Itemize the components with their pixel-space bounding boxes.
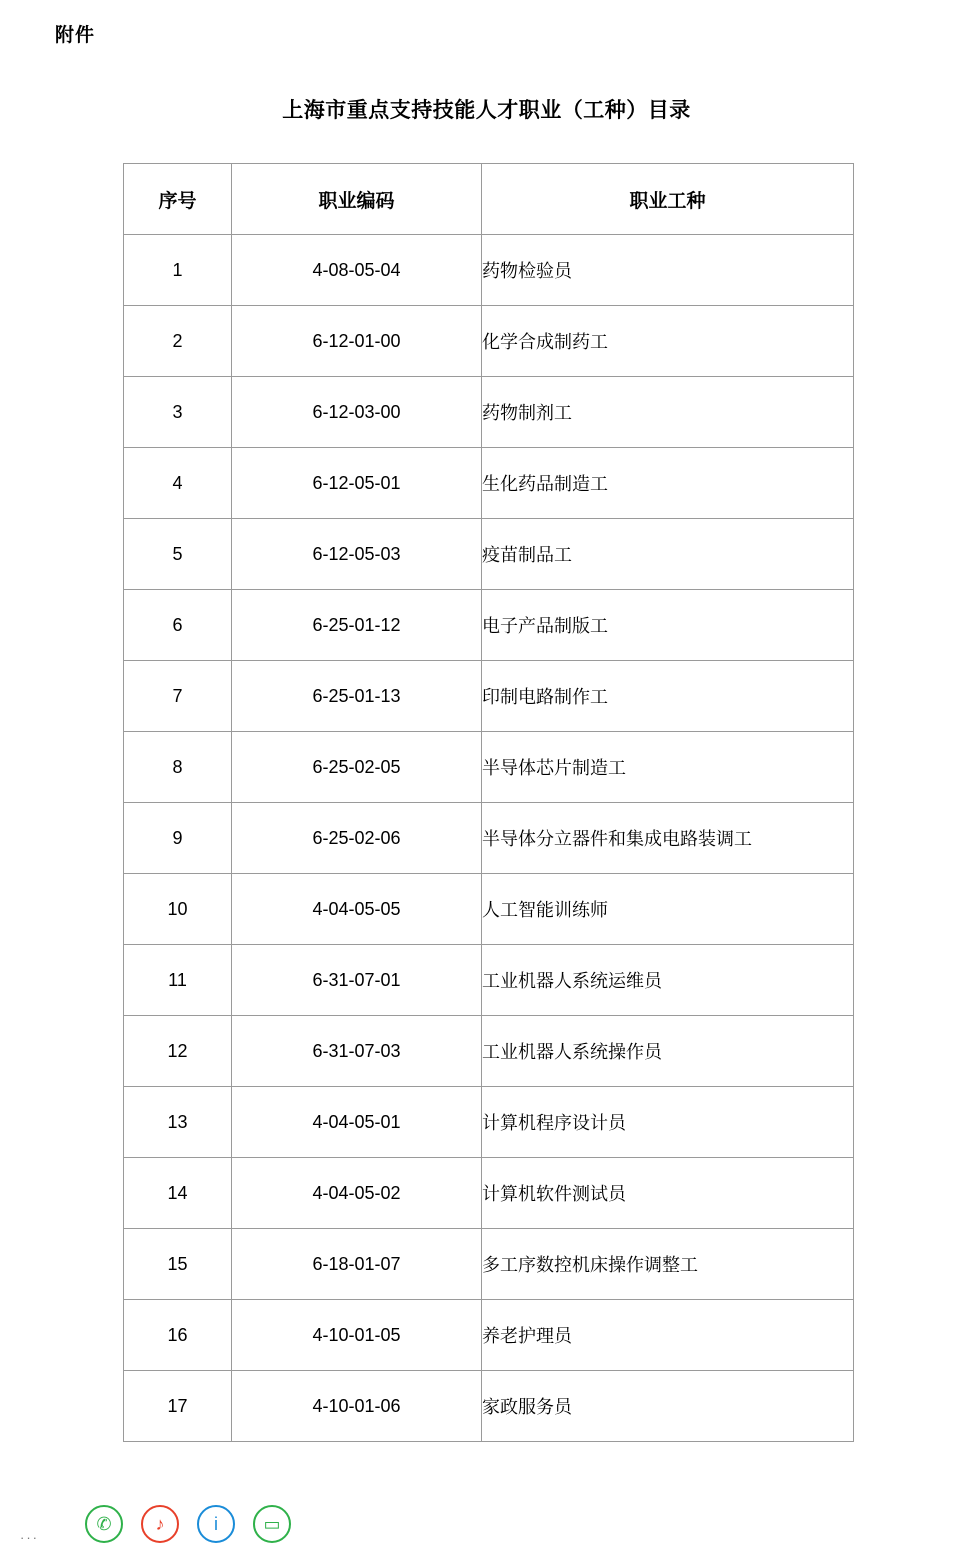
cell-code: 4-10-01-05	[232, 1300, 482, 1371]
catalog-table	[123, 163, 854, 1442]
cell-code: 6-12-05-01	[232, 448, 482, 519]
cell-index: 12	[124, 1016, 232, 1087]
table-row	[124, 1300, 854, 1371]
cell-code: 6-18-01-07	[232, 1229, 482, 1300]
table-row	[124, 803, 854, 874]
bottom-action-bar	[85, 1505, 291, 1543]
cell-index: 16	[124, 1300, 232, 1371]
cell-index: 3	[124, 377, 232, 448]
table-row	[124, 945, 854, 1016]
cell-index: 7	[124, 661, 232, 732]
cell-name: 多工序数控机床操作调整工	[482, 1229, 854, 1300]
cell-index: 8	[124, 732, 232, 803]
table-row	[124, 1371, 854, 1442]
cell-name: 印制电路制作工	[482, 661, 854, 732]
table-row	[124, 377, 854, 448]
cell-code: 4-04-05-01	[232, 1087, 482, 1158]
table-header	[124, 164, 854, 235]
cell-code: 6-31-07-01	[232, 945, 482, 1016]
cell-index: 17	[124, 1371, 232, 1442]
cell-index: 9	[124, 803, 232, 874]
cell-index: 11	[124, 945, 232, 1016]
cell-index: 5	[124, 519, 232, 590]
cell-index: 6	[124, 590, 232, 661]
catalog-table-wrapper	[123, 163, 853, 1442]
table-row	[124, 448, 854, 519]
cell-name: 电子产品制版工	[482, 590, 854, 661]
attachment-label: 附件	[55, 25, 96, 46]
cell-name: 半导体芯片制造工	[482, 732, 854, 803]
cell-name: 半导体分立器件和集成电路装调工	[482, 803, 854, 874]
cell-name: 工业机器人系统操作员	[482, 1016, 854, 1087]
comment-icon[interactable]: ▭	[253, 1505, 291, 1543]
table-row	[124, 519, 854, 590]
wechat-share-icon[interactable]: ✆	[85, 1505, 123, 1543]
table-row	[124, 1229, 854, 1300]
cell-index: 15	[124, 1229, 232, 1300]
cell-code: 6-25-02-06	[232, 803, 482, 874]
table-header-row	[124, 164, 854, 235]
music-icon[interactable]: ♪	[141, 1505, 179, 1543]
cell-code: 4-10-01-06	[232, 1371, 482, 1442]
table-body	[124, 235, 854, 1442]
cell-name: 生化药品制造工	[482, 448, 854, 519]
cell-name: 计算机程序设计员	[482, 1087, 854, 1158]
cell-name: 疫苗制品工	[482, 519, 854, 590]
cell-code: 4-08-05-04	[232, 235, 482, 306]
cell-code: 6-12-01-00	[232, 306, 482, 377]
cell-name: 家政服务员	[482, 1371, 854, 1442]
cell-name: 药物检验员	[482, 235, 854, 306]
cell-index: 1	[124, 235, 232, 306]
table-row	[124, 732, 854, 803]
table-row	[124, 590, 854, 661]
column-header-name: 职业工种	[482, 164, 854, 235]
table-row	[124, 1087, 854, 1158]
cell-name: 养老护理员	[482, 1300, 854, 1371]
info-icon[interactable]: i	[197, 1505, 235, 1543]
cell-name: 工业机器人系统运维员	[482, 945, 854, 1016]
more-options-icon[interactable]: ···	[20, 1530, 39, 1545]
table-row	[124, 661, 854, 732]
cell-name: 药物制剂工	[482, 377, 854, 448]
cell-code: 6-25-02-05	[232, 732, 482, 803]
column-header-index: 序号	[124, 164, 232, 235]
table-row	[124, 874, 854, 945]
cell-index: 14	[124, 1158, 232, 1229]
table-row	[124, 306, 854, 377]
cell-code: 6-12-03-00	[232, 377, 482, 448]
cell-code: 4-04-05-05	[232, 874, 482, 945]
cell-code: 6-25-01-13	[232, 661, 482, 732]
cell-code: 4-04-05-02	[232, 1158, 482, 1229]
table-row	[124, 1158, 854, 1229]
cell-index: 10	[124, 874, 232, 945]
cell-code: 6-25-01-12	[232, 590, 482, 661]
table-row	[124, 235, 854, 306]
cell-code: 6-31-07-03	[232, 1016, 482, 1087]
cell-name: 计算机软件测试员	[482, 1158, 854, 1229]
cell-index: 2	[124, 306, 232, 377]
cell-name: 化学合成制药工	[482, 306, 854, 377]
cell-name: 人工智能训练师	[482, 874, 854, 945]
page-title: 上海市重点支持技能人才职业（工种）目录	[282, 99, 691, 122]
cell-index: 4	[124, 448, 232, 519]
cell-index: 13	[124, 1087, 232, 1158]
cell-code: 6-12-05-03	[232, 519, 482, 590]
column-header-code: 职业编码	[232, 164, 482, 235]
table-row	[124, 1016, 854, 1087]
